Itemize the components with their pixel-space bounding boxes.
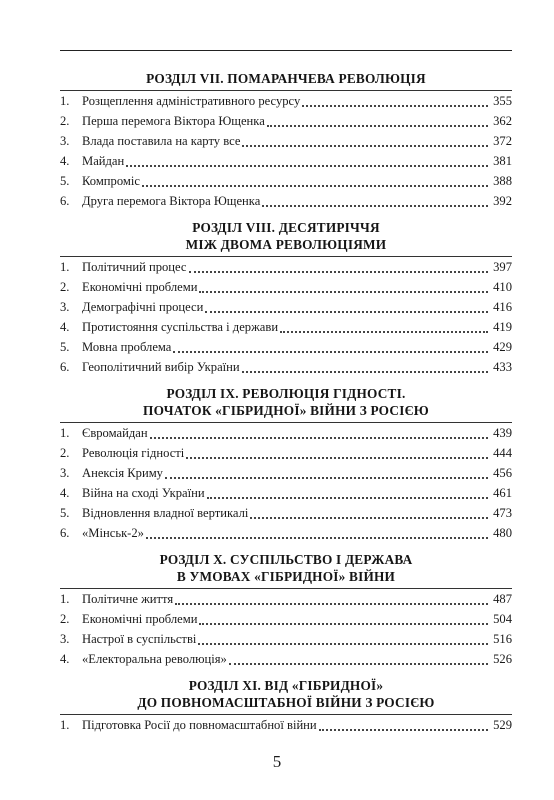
- dot-leader: [302, 100, 488, 107]
- top-rule: [60, 50, 512, 51]
- entry-title: Геополітичний вибір України: [82, 360, 240, 374]
- entry-page: 355: [493, 94, 512, 108]
- entry-number: 2.: [60, 114, 70, 128]
- toc-entry: [60, 423, 512, 443]
- dot-leader: [198, 638, 488, 645]
- toc-entry: [60, 257, 512, 277]
- dot-leader: [146, 532, 488, 539]
- chapter-section: [60, 219, 512, 377]
- dot-leader: [189, 266, 488, 273]
- entry-number: 6.: [60, 194, 70, 208]
- entry-number: 5.: [60, 340, 70, 354]
- entry-page: 461: [493, 486, 512, 500]
- entry-page: 362: [493, 114, 512, 128]
- toc-entry: [60, 171, 512, 191]
- entry-number: 1.: [60, 426, 70, 440]
- toc-entry: [60, 523, 512, 543]
- entry-number: 1.: [60, 592, 70, 606]
- chapter-title: [60, 677, 512, 711]
- dot-leader: [205, 306, 488, 313]
- entry-title: Настрої в суспільстві: [82, 632, 197, 646]
- dot-leader: [262, 200, 488, 207]
- toc-entry: [60, 337, 512, 357]
- entry-number: 3.: [60, 300, 70, 314]
- entry-page: 516: [493, 632, 512, 646]
- entry-page: 419: [493, 320, 512, 334]
- chapter-title: [60, 385, 512, 419]
- dot-leader: [280, 326, 488, 333]
- chapter-section: [60, 70, 512, 211]
- toc-entry: [60, 589, 512, 609]
- entry-number: 3.: [60, 466, 70, 480]
- entry-page: 473: [493, 506, 512, 520]
- toc-entry: [60, 191, 512, 211]
- entry-number: 3.: [60, 632, 70, 646]
- toc-entry: [60, 629, 512, 649]
- toc-entry: [60, 317, 512, 337]
- dot-leader: [199, 618, 488, 625]
- entry-number: 6.: [60, 360, 70, 374]
- chapter-title-line: РОЗДІЛ IX. РЕВОЛЮЦІЯ ГІДНОСТІ.: [166, 386, 406, 401]
- entry-title: Майдан: [82, 154, 125, 168]
- toc-entry: [60, 483, 512, 503]
- chapter-title: [60, 551, 512, 585]
- dot-leader: [150, 432, 488, 439]
- entry-page: 529: [493, 718, 512, 732]
- chapter-title: [60, 70, 512, 87]
- entry-number: 5.: [60, 174, 70, 188]
- entry-number: 2.: [60, 612, 70, 626]
- dot-leader: [229, 658, 488, 665]
- table-of-contents: [60, 70, 512, 743]
- dot-leader: [319, 724, 488, 731]
- entry-title: «Мінськ-2»: [82, 526, 144, 540]
- page-number: 5: [272, 752, 282, 771]
- toc-entry: [60, 357, 512, 377]
- entry-number: 5.: [60, 506, 70, 520]
- entry-number: 4.: [60, 154, 70, 168]
- entry-title: Відновлення владної вертикалі: [82, 506, 249, 520]
- toc-entry: [60, 297, 512, 317]
- entry-page: 526: [493, 652, 512, 666]
- entry-page: 388: [493, 174, 512, 188]
- toc-entry: [60, 151, 512, 171]
- entry-page: 444: [493, 446, 512, 460]
- dot-leader: [267, 120, 488, 127]
- entry-page: 392: [493, 194, 512, 208]
- toc-entry: [60, 609, 512, 629]
- toc-entry: [60, 111, 512, 131]
- toc-entry: [60, 443, 512, 463]
- entry-title: Анексія Криму: [82, 466, 163, 480]
- dot-leader: [175, 598, 488, 605]
- entry-number: 4.: [60, 652, 70, 666]
- entry-title: Демографічні процеси: [82, 300, 204, 314]
- dot-leader: [199, 286, 488, 293]
- chapter-title-line: ДО ПОВНОМАСШТАБНОЇ ВІЙНИ З РОСІЄЮ: [137, 695, 435, 710]
- entry-number: 2.: [60, 280, 70, 294]
- entry-page: 504: [493, 612, 512, 626]
- entry-title: Економічні проблеми: [82, 612, 198, 626]
- entry-page: 429: [493, 340, 512, 354]
- entry-number: 4.: [60, 486, 70, 500]
- entry-page: 372: [493, 134, 512, 148]
- entry-number: 3.: [60, 134, 70, 148]
- chapter-section: [60, 551, 512, 669]
- dot-leader: [207, 492, 488, 499]
- entry-page: 433: [493, 360, 512, 374]
- chapter-title-line: РОЗДІЛ X. СУСПІЛЬСТВО І ДЕРЖАВА: [159, 552, 413, 567]
- chapter-section: [60, 385, 512, 543]
- entry-number: 4.: [60, 320, 70, 334]
- chapter-title-line: В УМОВАХ «ГІБРИДНОЇ» ВІЙНИ: [176, 569, 396, 584]
- entry-page: 487: [493, 592, 512, 606]
- entry-number: 1.: [60, 260, 70, 274]
- toc-entry: [60, 463, 512, 483]
- toc-entry: [60, 131, 512, 151]
- chapter-title-line: ПОЧАТОК «ГІБРИДНОЇ» ВІЙНИ З РОСІЄЮ: [143, 403, 429, 418]
- toc-entry: [60, 91, 512, 111]
- entry-page: 416: [493, 300, 512, 314]
- dot-leader: [165, 472, 488, 479]
- dot-leader: [173, 346, 488, 353]
- entry-number: 1.: [60, 718, 70, 732]
- chapter-title-line: РОЗДІЛ XI. ВІД «ГІБРИДНОЇ»: [188, 678, 384, 693]
- entry-title: Революція гідності: [82, 446, 185, 460]
- entry-page: 397: [493, 260, 512, 274]
- entry-title: Друга перемога Віктора Ющенка: [82, 194, 261, 208]
- toc-entry: [60, 715, 512, 735]
- entry-title: Розщеплення адміністративного ресурсу: [82, 94, 301, 108]
- entry-number: 6.: [60, 526, 70, 540]
- entry-title: «Електоральна революція»: [82, 652, 227, 666]
- toc-entry: [60, 649, 512, 669]
- chapter-title-line: РОЗДІЛ VII. ПОМАРАНЧЕВА РЕВОЛЮЦІЯ: [146, 71, 426, 86]
- entry-number: 1.: [60, 94, 70, 108]
- entry-title: Економічні проблеми: [82, 280, 198, 294]
- chapter-section: [60, 677, 512, 735]
- entry-number: 2.: [60, 446, 70, 460]
- entry-page: 456: [493, 466, 512, 480]
- entry-title: Євромайдан: [82, 426, 148, 440]
- entry-title: Компроміс: [82, 174, 140, 188]
- entry-title: Підготовка Росії до повномасштабної війни: [82, 718, 317, 732]
- toc-entry: [60, 503, 512, 523]
- entry-page: 410: [493, 280, 512, 294]
- dot-leader: [186, 452, 488, 459]
- chapter-title: [60, 219, 512, 253]
- entry-title: Мовна проблема: [82, 340, 172, 354]
- entry-page: 480: [493, 526, 512, 540]
- entry-title: Протистояння суспільства і держави: [82, 320, 279, 334]
- dot-leader: [242, 140, 488, 147]
- dot-leader: [142, 180, 488, 187]
- entry-title: Політичне життя: [82, 592, 174, 606]
- entry-page: 439: [493, 426, 512, 440]
- dot-leader: [242, 366, 488, 373]
- entry-title: Війна на сході України: [82, 486, 205, 500]
- dot-leader: [250, 512, 488, 519]
- dot-leader: [126, 160, 488, 167]
- toc-entry: [60, 277, 512, 297]
- chapter-title-line: МІЖ ДВОМА РЕВОЛЮЦІЯМИ: [185, 237, 387, 252]
- entry-title: Влада поставила на карту все: [82, 134, 241, 148]
- chapter-title-line: РОЗДІЛ VIII. ДЕСЯТИРІЧЧЯ: [192, 220, 380, 235]
- entry-page: 381: [493, 154, 512, 168]
- entry-title: Перша перемога Віктора Ющенка: [82, 114, 265, 128]
- entry-title: Політичний процес: [82, 260, 187, 274]
